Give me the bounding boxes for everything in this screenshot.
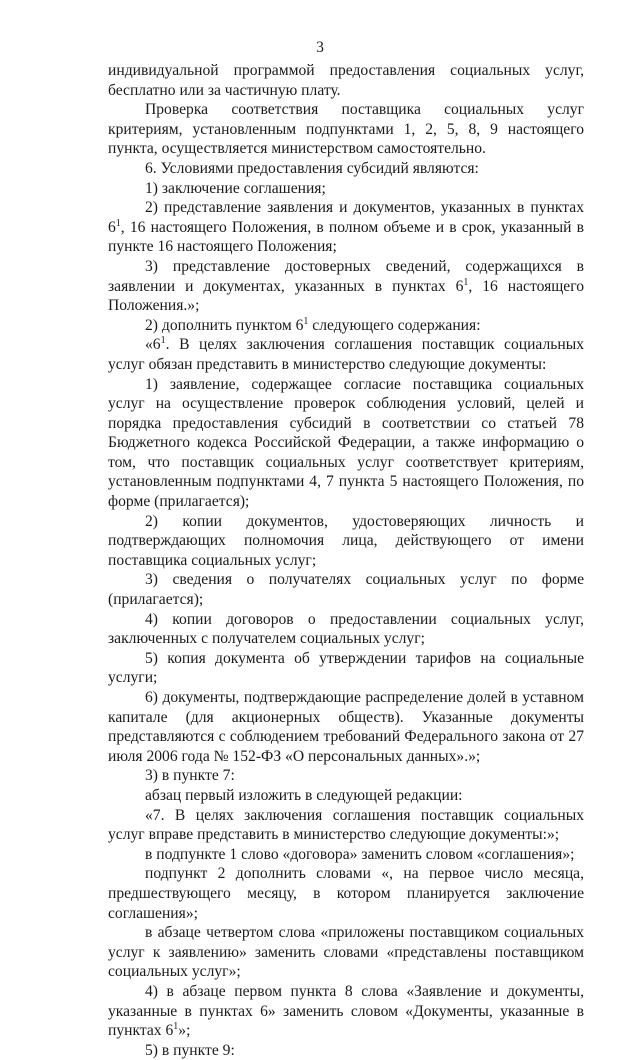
paragraph: индивидуальной программой предоставления социальных услуг, бесплатно или за частичную плату. — [108, 62, 584, 99]
superscript: 1 — [303, 315, 309, 327]
paragraph: 2) копии документов, удостоверяющих личность и подтверждающих полномочия лица, действующего от имени поставщика социальных услуг; — [108, 512, 584, 569]
paragraph — [108, 198, 584, 257]
paragraph: «7. В целях заключения соглашения поставщик социальных услуг вправе представить в министерство следующие документы:»; — [108, 806, 584, 844]
paragraph-text: 2) дополнить пунктом 6 — [145, 316, 304, 334]
paragraph — [108, 335, 584, 374]
paragraph-text: 4) в абзаце первом пункта 8 слова «Заявление и документы, указанные в пунктах 6» заменить словом «Документы, указанные в пунктах 6 — [108, 982, 584, 1040]
paragraph-text: . В целях заключения соглашения поставщик социальных услуг обязан представить в министерство следующие документы: — [108, 336, 584, 373]
paragraph: 5) копия документа об утверждении тарифов на социальные услуги; — [108, 649, 584, 687]
paragraph: Проверка соответствия поставщика социальных услуг критериям, установленным подпунктами 1, 2, 5, 8, 9 настоящего пункта, осуществляется министерством самостоятельно. — [108, 101, 584, 158]
paragraph: 6. Условиями предоставления субсидий являются: — [145, 159, 479, 177]
paragraph-text: 3) представление достоверных сведений, содержащихся в заявлении и документах, указанных в пунктах 6 — [108, 257, 584, 295]
document-body — [108, 61, 584, 1060]
superscript: 1 — [115, 217, 121, 229]
paragraph — [108, 982, 584, 1041]
paragraph: 3) в пункте 7: — [145, 767, 235, 785]
superscript: 1 — [463, 276, 469, 288]
paragraph: в абзаце четвертом слова «приложены поставщиком социальных услуг к заявлению» заменить словами «представлены поставщиком социальных услуг»; — [108, 924, 584, 981]
paragraph: подпункт 2 дополнить словами «, на первое число месяца, предшествующего месяцу, в котором планируется заключение соглашения»; — [108, 865, 584, 922]
paragraph: абзац первый изложить в следующей редакции: — [145, 786, 463, 804]
paragraph — [108, 257, 584, 316]
paragraph: 1) заявление, содержащее согласие поставщика социальных услуг на осуществление проверок соблюдения условий, целей и порядка предоставления субсидий в соответствии со статьей 78 Бюджетного кодекса Российской Федерации, а также информацию о том, что поставщик социальных услуг соответствует критериям, установленным подпунктами 4, 7 пункта 5 настоящего Положения, по форме (прилагается); — [108, 375, 584, 511]
paragraph: 3) сведения о получателях социальных услуг по форме (прилагается); — [108, 571, 584, 609]
paragraph-text: следующего содержания: — [308, 316, 481, 334]
paragraph — [108, 316, 584, 336]
paragraph: 6) документы, подтверждающие распределение долей в уставном капитале (для акционерных обществ). Указанные документы представляются с соблюдением требований Федерального закона от 27 июля 2006 года № 152-ФЗ «О персональных данных».»; — [108, 689, 584, 765]
superscript: 1 — [173, 1021, 179, 1033]
paragraph-text: »; — [178, 1022, 191, 1040]
superscript: 1 — [160, 335, 166, 347]
paragraph-text: , 16 настоящего Положения, в полном объеме и в срок, указанный в пункте 16 настоящего Положения; — [108, 218, 584, 256]
paragraph: в подпункте 1 слово «договора» заменить словом «соглашения»; — [145, 845, 575, 863]
paragraph-text: «6 — [145, 336, 161, 354]
paragraph-text: , 16 настоящего Положения.»; — [108, 277, 584, 315]
paragraph: 5) в пункте 9: — [145, 1041, 235, 1059]
paragraph: 1) заключение соглашения; — [145, 179, 326, 197]
paragraph-text: 2) представление заявления и документов, указанных в пунктах 6 — [108, 199, 584, 236]
paragraph: 4) копии договоров о предоставлении социальных услуг, заключенных с получателем социальных услуг; — [108, 610, 584, 648]
page-number: 3 — [316, 39, 324, 56]
